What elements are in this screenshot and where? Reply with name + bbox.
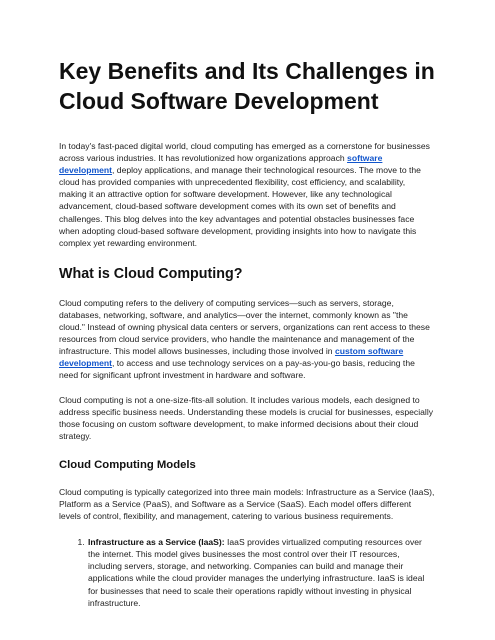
intro-paragraph (59, 140, 435, 249)
models-list (59, 536, 435, 609)
page-title: Key Benefits and Its Challenges in Cloud Software Development (59, 58, 435, 114)
list-item-description: IaaS provides virtualized computing resources over the internet. This model gives businesses the most control over their IT resources, including servers, storage, and networking. Companies can build and manage their applications while the cloud provider manages the underlying infrastructure. IaaS is ideal for businesses that need to scale their operations rapidly without investing in physical infrastructure. (88, 537, 425, 608)
custom-software-development-link[interactable]: custom software development (59, 346, 404, 369)
intro-text-1: In today's fast-paced digital world, cloud computing has emerged as a cornerstone for businesses across various industries. It has revolutionized how organizations approach (59, 141, 430, 164)
intro-text-2: , deploy applications, and manage their technological resources. The move to the cloud has provided companies with unprecedented flexibility, cost efficiency, and scalability, making it an attractive option for software development. However, like any technological advancement, cloud-based software development comes with its own set of benefits and challenges. This blog delves into the key advantages and potential obstacles businesses face when adopting cloud-based software development, providing insights into how to navigate this complex yet rewarding environment. (59, 165, 421, 248)
definition-text-1: Cloud computing refers to the delivery of computing services—such as servers, storage, databases, networking, software, and analytics—over the internet, commonly known as "the cloud." Instead of owning physical data centers or servers, organizations can rent access to these resources from cloud service providers, who handle the maintenance and management of the infrastructure. This model allows businesses, including those involved in (59, 297, 430, 357)
definition-text-2: , to access and use technology services on a pay-as-you-go basis, reducing the need for significant upfront investment in hardware and software. (59, 358, 415, 381)
models-overview-paragraph: Cloud computing is typically categorized into three main models: Infrastructure as a Service (IaaS), Platform as a Service (PaaS), and Software as a Service (SaaS). Each model offers different levels of control, flexibility, and management, catering to various business requirements. (59, 486, 435, 522)
cloud-models-intro-paragraph: Cloud computing is not a one-size-fits-all solution. It includes various models, each designed to address specific business needs. Understanding these models is crucial for businesses, especially those focusing on custom software development, to make informed decisions about their cloud strategy. (59, 394, 434, 441)
cloud-definition-paragraph (59, 297, 435, 382)
list-item-iaas (87, 536, 435, 609)
section-heading-cloud-models: Cloud Computing Models (59, 458, 196, 471)
section-heading-cloud-computing: What is Cloud Computing? (59, 265, 243, 282)
software-development-link[interactable]: software development (59, 153, 383, 176)
list-item-term: Infrastructure as a Service (IaaS): (88, 537, 225, 548)
